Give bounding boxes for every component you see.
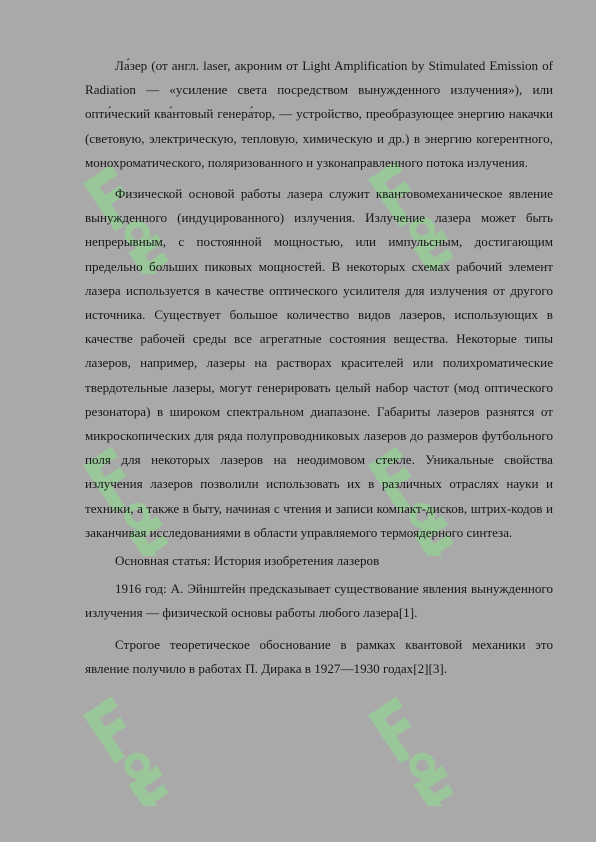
document-text [85, 54, 553, 681]
paragraph-1916: 1916 год: А. Эйнштейн предсказывает существование явления вынужденного излучения — физической основы работы любого лазера[1]. [85, 581, 553, 621]
paragraph-laser-principle: Физической основой работы лазера служит квантовомеханическое явление вынужденного (индуцированного) излучения. Излучение лазера может быть непрерывным, с постоянной мощностью, или импульсным, достигающим предельно больших пиковых мощностей. В некоторых схемах рабочий элемент лазера используется в качестве оптического усилителя для излучения от другого источника. Существует большое количество видов лазеров, использующих в качестве рабочей среды все агрегатные состояния вещества. Некоторые типы лазеров, например, лазеры на растворах красителей или полихроматические твердотельные лазеры, могут генерировать целый набор частот (мод оптического резонатора) в широком спектральном диапазоне. Габариты лазеров разнятся от микроскопических для ряда полупроводниковых лазеров до размеров футбольного поля для некоторых лазеров на неодимовом стекле. Уникальные свойства излучения лазеров позволили использовать их в различных отраслях науки и техники, а также в быту, начиная с чтения и записи компакт-дисков, штрих-кодов и заканчивая исследованиями в области управляемого термоядерного синтеза. [85, 186, 553, 540]
fof-watermark-icon [72, 674, 168, 806]
paragraph-dirac: Строгое теоретическое обоснование в рамках квантовой механики это явление получило в работах П. Дирака в 1927—1930 годах[2][3]. [85, 636, 553, 676]
paragraph-laser-definition: Ла́зер (от англ. laser, акроним от Light Amplification by Stimulated Emission of Radiation — «усиление света посредством вынужденного излучения»), или опти́ческий ква́нтовый генера́тор, — устройство, преобразующее энергию накачки (световую, электрическую, тепловую, химическую и др.) в энергию когерентного, монохроматического, поляризованного и узконаправленного потока излучения. [85, 58, 553, 170]
paragraph-main-article: Основная статья: История изобретения лазеров [115, 553, 380, 569]
fof-watermark-icon [357, 674, 453, 806]
